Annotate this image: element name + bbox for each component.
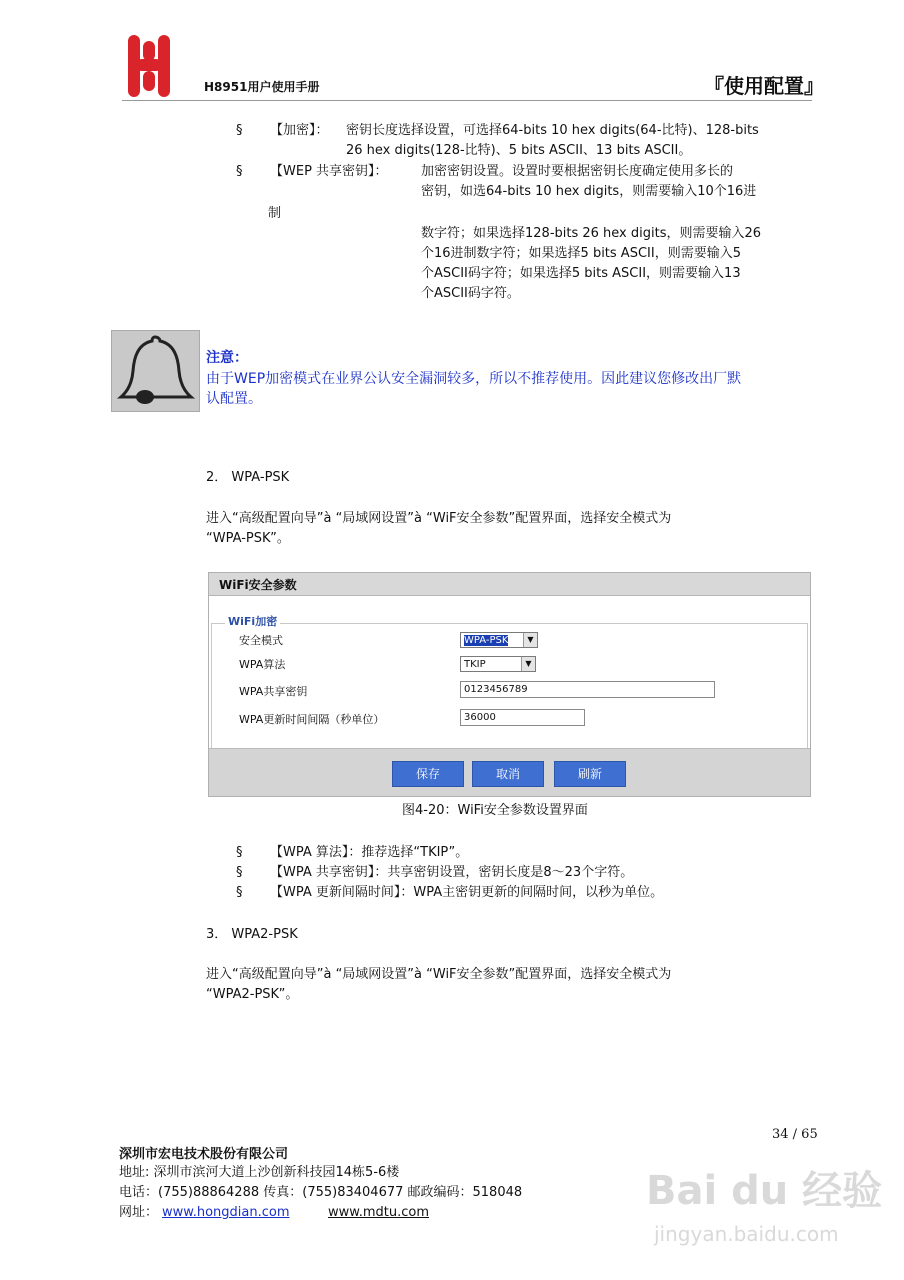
fieldset-legend: WiFi加密 xyxy=(225,613,280,629)
chevron-down-icon: ▼ xyxy=(523,633,537,647)
wpa-algorithm-bullet: 【WPA 算法】：推荐选择“TKIP”。 xyxy=(270,845,469,860)
section-title: 『使用配置』 xyxy=(704,74,824,98)
watermark-url: jingyan.baidu.com xyxy=(654,1222,839,1246)
page-number: 34 / 65 xyxy=(772,1127,818,1142)
encrypt-text-line2: 26 hex digits(128-比特)、5 bits ASCII、13 bits ASCII。 xyxy=(346,143,692,158)
panel-title: WiFi安全参数 xyxy=(219,578,297,592)
section-intro-line1: 进入“高级配置向导”à “局域网设置”à “WiF安全参数”配置界面，选择安全模式为 xyxy=(206,511,672,526)
wep-key-text-line6: 个ASCII码字符；如果选择5 bits ASCII，则需要输入13 xyxy=(421,266,741,281)
section-intro-line1: 进入“高级配置向导”à “局域网设置”à “WiF安全参数”配置界面，选择安全模式为 xyxy=(206,967,672,982)
security-mode-label: 安全模式 xyxy=(239,634,283,647)
section-heading: 2． WPA-PSK xyxy=(206,470,290,485)
chevron-down-icon: ▼ xyxy=(521,657,535,671)
wpa-algorithm-select[interactable] xyxy=(460,656,536,672)
section-intro-line2: “WPA2-PSK”。 xyxy=(206,987,299,1002)
wpa-key-bullet: 【WPA 共享密钥】：共享密钥设置，密钥长度是8～23个字符。 xyxy=(270,865,634,880)
bullet-symbol: § xyxy=(236,845,243,860)
wifi-security-panel xyxy=(208,572,811,797)
header-divider xyxy=(122,100,812,101)
wpa-algorithm-label: WPA算法 xyxy=(239,658,286,671)
button-bar xyxy=(209,748,810,796)
website-link-mdtu[interactable]: www.mdtu.com xyxy=(328,1205,429,1220)
wep-key-label: 【WEP 共享密钥】： xyxy=(270,164,388,179)
wep-key-text-line3: 制 xyxy=(268,206,282,221)
figure-caption: 图4-20：WiFi安全参数设置界面 xyxy=(402,803,588,818)
refresh-button[interactable]: 刷新 xyxy=(554,761,626,787)
note-text-line2: 认配置。 xyxy=(206,391,262,407)
wpa-shared-key-label: WPA共享密钥 xyxy=(239,685,308,698)
save-button[interactable]: 保存 xyxy=(392,761,464,787)
watermark-brand: Bai du 经验 xyxy=(646,1168,883,1214)
wpa-shared-key-input[interactable]: 0123456789 xyxy=(460,681,715,698)
cancel-button[interactable]: 取消 xyxy=(472,761,544,787)
section-heading: 3． WPA2-PSK xyxy=(206,927,298,942)
footer-web-label: 网址： xyxy=(119,1205,159,1220)
doc-title: H8951用户使用手册 xyxy=(204,80,320,94)
bullet-symbol: § xyxy=(236,123,243,138)
bullet-symbol: § xyxy=(236,885,243,900)
bullet-symbol: § xyxy=(236,164,243,179)
website-link-hongdian[interactable]: www.hongdian.com xyxy=(162,1205,290,1220)
encrypt-text-line1: 密钥长度选择设置，可选择64-bits 10 hex digits(64-比特)、128-bits xyxy=(346,123,759,138)
note-text-line1: 由于WEP加密模式在业界公认安全漏洞较多，所以不推荐使用。因此建议您修改出厂默 xyxy=(206,371,742,387)
wpa-renew-interval-input[interactable]: 36000 xyxy=(460,709,585,726)
wpa-renew-interval-label: WPA更新时间间隔（秒单位） xyxy=(239,713,385,726)
company-logo xyxy=(126,33,172,99)
security-mode-value: WPA-PSK xyxy=(464,635,509,646)
footer-company: 深圳市宏电技术股份有限公司 xyxy=(119,1147,289,1162)
footer-contact: 电话：(755)88864288 传真：(755)83404677 邮政编码：518048 xyxy=(119,1185,523,1200)
wep-key-text-line5: 个16进制数字符；如果选择5 bits ASCII，则需要输入5 xyxy=(421,246,741,261)
section-intro-line2: “WPA-PSK”。 xyxy=(206,531,290,546)
footer-address: 地址: 深圳市滨河大道上沙创新科技园14栋5-6楼 xyxy=(119,1165,400,1180)
panel-header xyxy=(209,573,810,596)
wep-key-text-line4: 数字符；如果选择128-bits 26 hex digits，则需要输入26 xyxy=(421,226,762,241)
wep-key-text-line7: 个ASCII码字符。 xyxy=(421,286,520,301)
bell-icon xyxy=(111,330,200,412)
security-mode-select[interactable] xyxy=(460,632,538,648)
note-title: 注意： xyxy=(206,350,248,366)
wep-key-text-line1: 加密密钥设置。设置时要根据密钥长度确定使用多长的 xyxy=(421,164,734,179)
encrypt-label: 【加密】： xyxy=(270,123,329,138)
wpa-interval-bullet: 【WPA 更新间隔时间】：WPA主密钥更新的间隔时间，以秒为单位。 xyxy=(270,885,664,900)
wpa-algorithm-value: TKIP xyxy=(464,659,486,670)
wep-key-text-line2: 密钥，如选64-bits 10 hex digits，则需要输入10个16进 xyxy=(421,184,757,199)
bullet-symbol: § xyxy=(236,865,243,880)
